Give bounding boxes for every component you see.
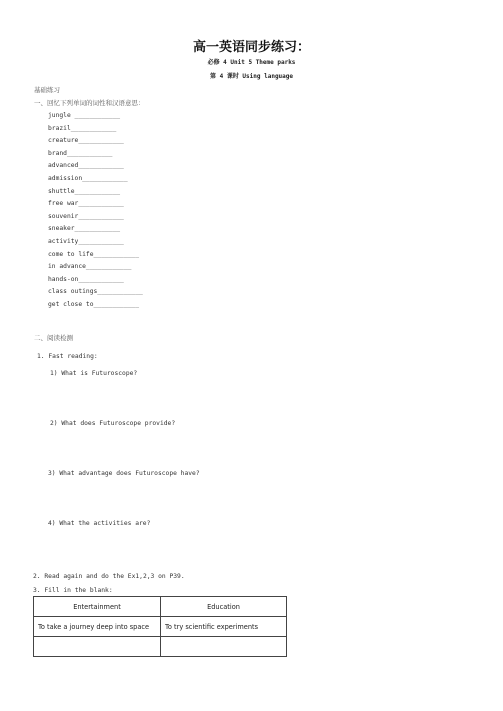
- lesson-subtitle: 第 4 课时 Using language: [209, 73, 294, 80]
- vocab-item: class outings____________: [48, 288, 143, 296]
- vocab-item: brand____________: [48, 149, 113, 157]
- section-basic-label: 基础练习: [34, 86, 60, 94]
- vocab-item: brazil____________: [48, 124, 117, 132]
- table-row: [34, 617, 287, 637]
- table-cell: To try scientific experiments: [161, 617, 287, 637]
- question-4: 4) What the activities are?: [48, 520, 151, 527]
- vocab-item: get close to____________: [48, 300, 139, 308]
- question-1: 1) What is Futuroscope?: [50, 370, 138, 377]
- vocab-item: activity____________: [48, 237, 124, 245]
- section-reading-label: 二、阅读检测: [34, 334, 73, 342]
- section-vocab-instructions: 一、回忆下列单词的词性和汉语意思：: [34, 99, 145, 107]
- read-again-instruction: 2. Read again and do the Ex1,2,3 on P39.: [33, 573, 185, 580]
- vocab-item: shuttle____________: [48, 187, 121, 195]
- vocab-item: sneaker____________: [48, 225, 121, 233]
- fast-reading-heading: 1. Fast reading:: [37, 353, 98, 360]
- vocab-list: [48, 110, 143, 312]
- table-cell: To take a journey deep into space: [34, 617, 161, 637]
- table-header-row: [34, 597, 287, 617]
- vocab-item: advanced____________: [48, 162, 124, 170]
- fill-in-table: [33, 596, 287, 657]
- unit-subtitle: 必修 4 Unit 5 Theme parks: [207, 59, 296, 66]
- vocab-item: come to life____________: [48, 250, 139, 258]
- vocab-item: souvenir____________: [48, 212, 124, 220]
- table-cell-blank[interactable]: [161, 637, 287, 657]
- vocab-item: free war____________: [48, 200, 124, 208]
- vocab-item: in advance____________: [48, 263, 132, 271]
- vocab-item: hands-on____________: [48, 275, 124, 283]
- column-header-education: Education: [161, 597, 287, 617]
- table-cell-blank[interactable]: [34, 637, 161, 657]
- vocab-item: jungle ____________: [48, 112, 121, 119]
- column-header-entertainment: Entertainment: [34, 597, 161, 617]
- table-row: [34, 637, 287, 657]
- question-2: 2) What does Futuroscope provide?: [50, 420, 176, 427]
- vocab-item: admission____________: [48, 174, 128, 182]
- page-title: 高一英语同步练习：: [192, 40, 310, 55]
- vocab-item: creature____________: [48, 137, 124, 145]
- question-3: 3) What advantage does Futuroscope have?: [48, 470, 200, 477]
- fill-blank-instruction: 3. Fill in the blank:: [33, 587, 113, 594]
